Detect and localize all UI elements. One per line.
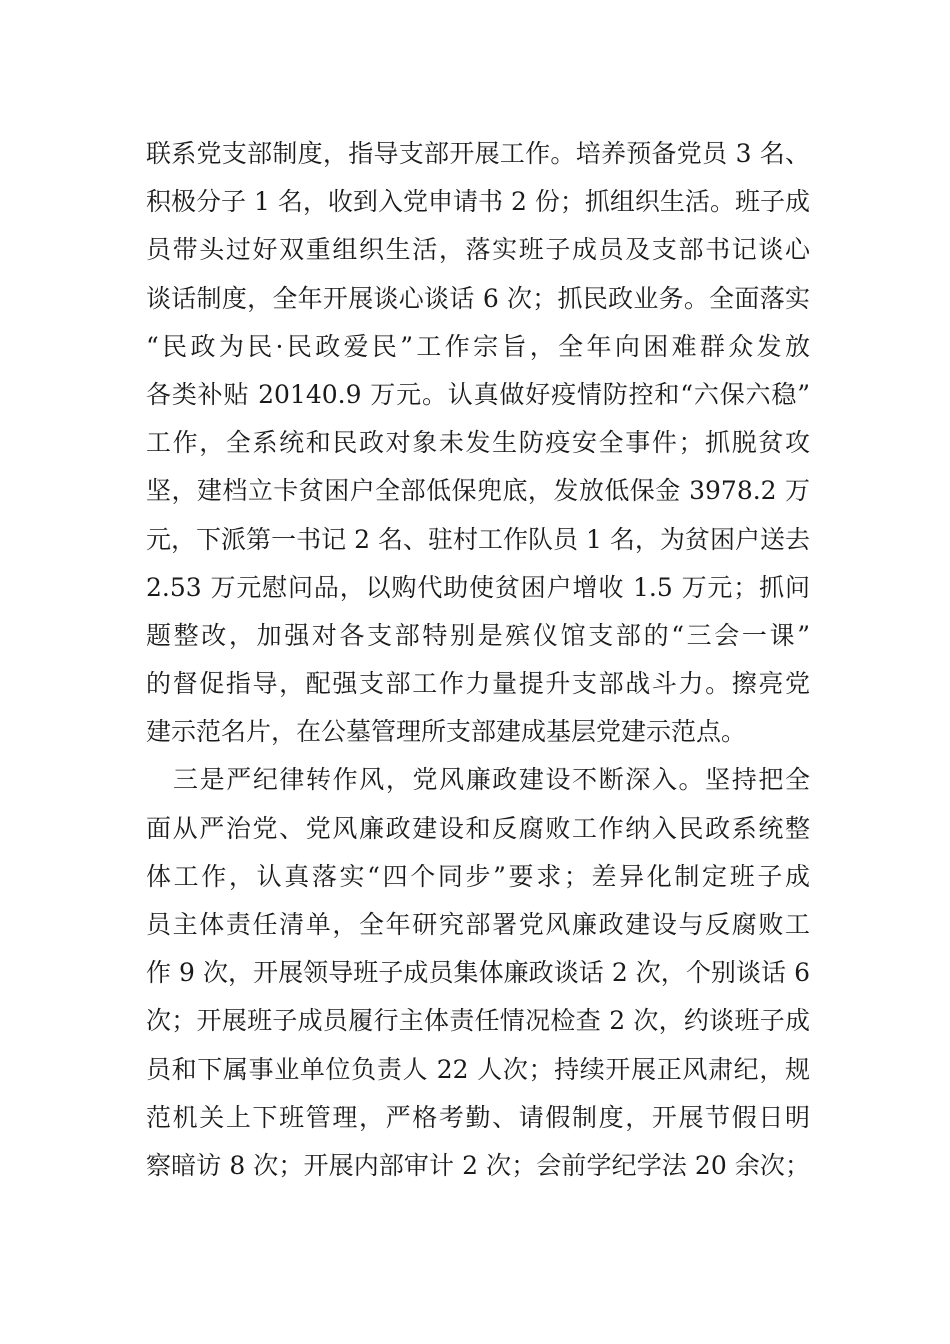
text-line: 题整改，加强对各支部特别是殡仪馆支部的“三会一课”	[146, 620, 810, 650]
text-line: 范机关上下班管理，严格考勤、请假制度，开展节假日明	[146, 1102, 810, 1132]
text-line: 谈话制度，全年开展谈心谈话 6 次；抓民政业务。全面落实	[146, 283, 810, 313]
text-line: 体工作，认真落实“四个同步”要求；差异化制定班子成	[146, 861, 810, 891]
text-line: 的督促指导，配强支部工作力量提升支部战斗力。擦亮党	[146, 669, 810, 699]
text-line: 各类补贴 20140.9 万元。认真做好疫情防控和“六保六稳”	[146, 379, 810, 409]
paragraph-start-line: 三是严纪律转作风，党风廉政建设不断深入。坚持把全	[173, 765, 810, 795]
text-line: 员和下属事业单位负责人 22 人次；持续开展正风肃纪，规	[146, 1054, 810, 1084]
text-line: 次；开展班子成员履行主体责任情况检查 2 次，约谈班子成	[146, 1006, 810, 1036]
text-line: 面从严治党、党风廉政建设和反腐败工作纳入民政系统整	[146, 813, 810, 843]
text-line: 员主体责任清单，全年研究部署党风廉政建设与反腐败工	[146, 910, 810, 939]
text-line: 作 9 次，开展领导班子成员集体廉政谈话 2 次，个别谈话 6	[146, 958, 810, 988]
text-line: 员带头过好双重组织生活，落实班子成员及支部书记谈心	[146, 235, 810, 265]
text-line: 联系党支部制度，指导支部开展工作。培养预备党员 3 名、	[146, 139, 810, 168]
text-line: 积极分子 1 名，收到入党申请书 2 份；抓组织生活。班子成	[146, 187, 810, 217]
text-line: 坚，建档立卡贫困户全部低保兜底，发放低保金 3978.2 万	[146, 476, 810, 506]
text-line: 工作，全系统和民政对象未发生防疫安全事件；抓脱贫攻	[146, 428, 810, 458]
text-line: 2.53 万元慰问品，以购代助使贫困户增收 1.5 万元；抓问	[146, 572, 810, 602]
text-line: “民政为民·民政爱民”工作宗旨，全年向困难群众发放	[146, 331, 810, 361]
text-line: 元，下派第一书记 2 名、驻村工作队员 1 名，为贫困户送去	[146, 524, 810, 554]
body-text	[146, 130, 816, 1190]
text-line: 建示范名片，在公墓管理所支部建成基层党建示范点。	[146, 717, 747, 747]
text-line: 察暗访 8 次；开展内部审计 2 次；会前学纪学法 20 余次；	[146, 1150, 810, 1180]
